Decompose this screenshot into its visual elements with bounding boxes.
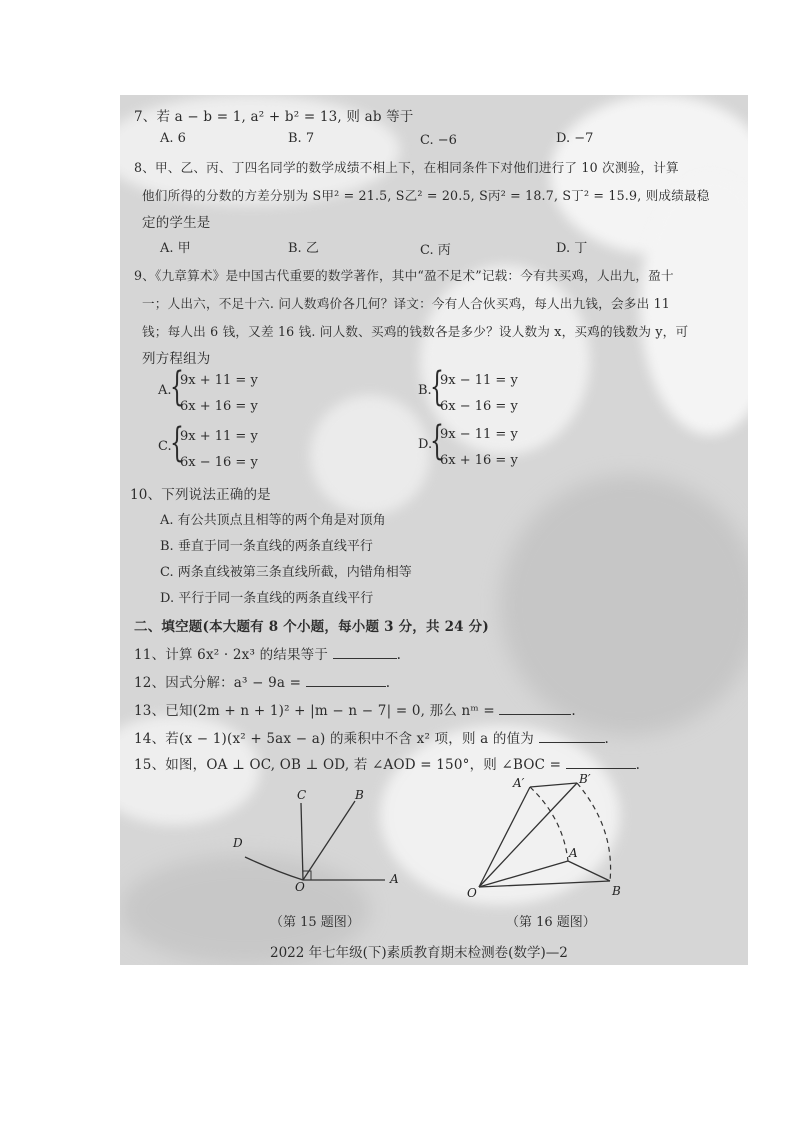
figure-15-caption: （第 15 题图） (270, 915, 360, 930)
brace-icon: { (170, 364, 184, 410)
question-10-option-b: B. 垂直于同一条直线的两条直线平行 (160, 539, 373, 554)
brace-icon: { (170, 420, 184, 466)
question-14: 14、若(x − 1)(x² + 5ax − a) 的乘积中不含 x² 项，则 a 的值为 . (134, 731, 609, 747)
equation-1: 9x − 11 = y (440, 427, 518, 442)
segment-a1b1 (530, 783, 577, 787)
label-o: O (295, 880, 305, 893)
question-8-option-c: C. 丙 (420, 243, 451, 258)
arc-bb1 (577, 783, 611, 881)
answer-blank (539, 730, 605, 743)
question-7-option-c: C. −6 (420, 133, 457, 148)
label-b-prime: B′ (579, 773, 591, 786)
question-15: 15、如图，OA ⊥ OC, OB ⊥ OD, 若 ∠AOD = 150°，则 ∠BOC = . (134, 757, 641, 773)
answer-blank (333, 646, 397, 659)
label-o: O (467, 886, 477, 900)
question-12-text: 12、因式分解：a³ − 9a = (134, 675, 302, 691)
option-label: C. (158, 439, 172, 454)
equation-2: 6x − 16 = y (440, 399, 518, 414)
equation-2: 6x − 16 = y (180, 455, 258, 470)
figure-16-caption: （第 16 题图） (506, 915, 596, 930)
question-10-option-a: A. 有公共顶点且相等的两个角是对顶角 (160, 513, 386, 528)
question-14-text: 14、若(x − 1)(x² + 5ax − a) 的乘积中不含 x² 项，则 a 的值为 (134, 731, 534, 747)
equation-1: 9x − 11 = y (440, 373, 518, 388)
question-7-option-d: D. −7 (556, 131, 594, 146)
label-a-prime: A′ (513, 776, 525, 790)
option-label: D. (418, 437, 433, 452)
question-8-line-1: 8、甲、乙、丙、丁四名同学的数学成绩不相上下，在相同条件下对他们进行了 10 次测验，计算 (134, 160, 679, 175)
question-13: 13、已知(2m + n + 1)² + |m − n − 7| = 0, 那么 nᵐ = . (134, 703, 576, 719)
question-7-option-a: A. 6 (160, 131, 186, 146)
label-d: D (233, 836, 243, 850)
question-9-line-2: 一；人出六，不足十六. 问人数鸡价各几何？译文：今有人合伙买鸡，每人出九钱，会多出 11 (142, 296, 670, 311)
section-2-heading: 二、填空题(本大题有 8 个小题，每小题 3 分，共 24 分) (134, 619, 489, 635)
question-10-option-d: D. 平行于同一条直线的两条直线平行 (160, 591, 374, 606)
question-10-stem: 10、下列说法正确的是 (130, 487, 271, 503)
figure-15 (215, 783, 415, 893)
label-a: A (569, 846, 578, 860)
exam-paper-photo (120, 95, 748, 965)
question-8-line-3: 定的学生是 (142, 215, 211, 231)
question-7-stem: 7、若 a − b = 1, a² + b² = 13, 则 ab 等于 (134, 109, 414, 125)
ray-ob (303, 801, 355, 880)
label-b: B (612, 884, 621, 898)
page-footer: 2022 年七年级(下)素质教育期末检测卷(数学)—2 (270, 945, 568, 961)
equation-2: 6x + 16 = y (440, 453, 518, 468)
question-7-option-b: B. 7 (288, 131, 315, 146)
question-12: 12、因式分解：a³ − 9a = . (134, 675, 391, 691)
option-label: B. (418, 383, 432, 398)
label-a: A (390, 872, 399, 886)
question-15-text: 15、如图，OA ⊥ OC, OB ⊥ OD, 若 ∠AOD = 150°，则 ∠BOC = (134, 757, 562, 773)
question-8-line-2: 他们所得的分数的方差分别为 S甲² = 21.5, S乙² = 20.5, S丙² = 18.7, S丁² = 15.9, 则成绩最稳 (142, 188, 710, 203)
ray-oc (301, 803, 303, 880)
equation-1: 9x + 11 = y (180, 373, 258, 388)
label-c: C (297, 788, 307, 802)
question-11-text: 11、计算 6x² · 2x³ 的结果等于 (134, 647, 329, 663)
answer-blank (306, 674, 386, 687)
equation-2: 6x + 16 = y (180, 399, 258, 414)
question-8-option-b: B. 乙 (288, 241, 319, 256)
equation-1: 9x + 11 = y (180, 429, 258, 444)
segment-ab (568, 861, 610, 881)
answer-blank (566, 756, 636, 769)
question-11: 11、计算 6x² · 2x³ 的结果等于 . (134, 647, 402, 663)
figure-16 (465, 773, 625, 901)
ray-od (245, 857, 303, 880)
brace-icon: { (430, 364, 444, 410)
answer-blank (499, 702, 571, 715)
question-9-line-4: 列方程组为 (142, 351, 211, 367)
question-9-line-3: 钱；每人出 6 钱，又差 16 钱. 问人数、买鸡的钱数各是多少？设人数为 x，买鸡的钱数为 y，可 (142, 324, 689, 339)
question-8-option-a: A. 甲 (160, 241, 191, 256)
question-8-option-d: D. 丁 (556, 241, 588, 256)
option-label: A. (158, 383, 172, 398)
label-b: B (355, 788, 364, 802)
question-13-text: 13、已知(2m + n + 1)² + |m − n − 7| = 0, 那么 nᵐ = (134, 703, 495, 719)
question-9-line-1: 9、《九章算术》是中国古代重要的数学著作，其中“盈不足术”记载：今有共买鸡，人出九，盈十 (134, 268, 674, 283)
question-10-option-c: C. 两条直线被第三条直线所截，内错角相等 (160, 565, 412, 580)
segment-oa1 (479, 787, 530, 887)
brace-icon: { (430, 418, 444, 464)
